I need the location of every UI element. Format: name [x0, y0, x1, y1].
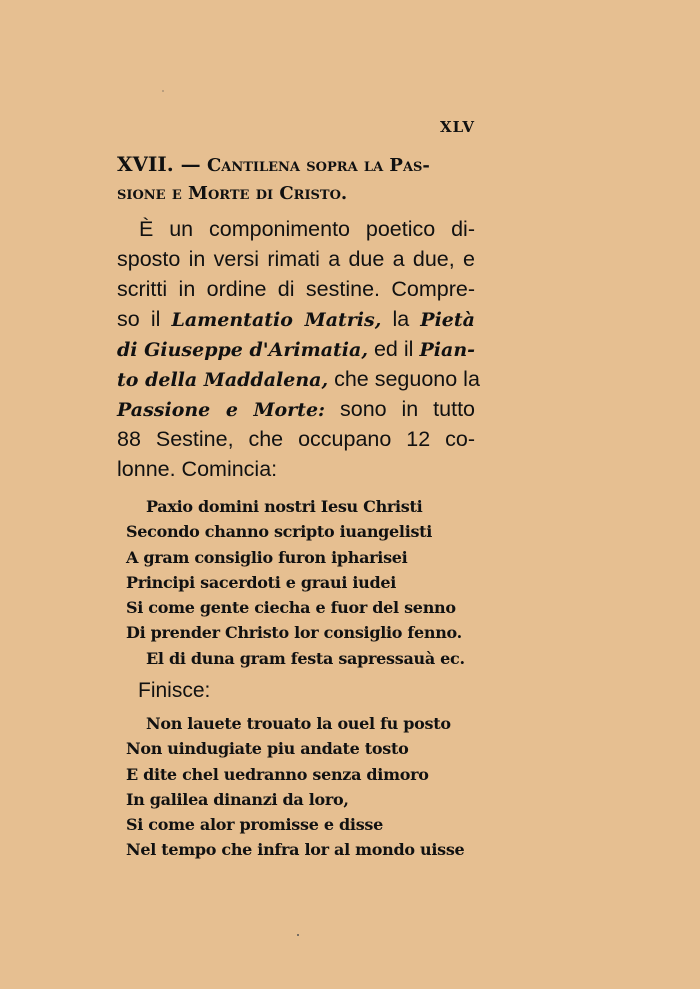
verse-line: Si come alor promisse e disse	[126, 815, 383, 835]
verse-line: A gram consiglio furon ipharisei	[126, 547, 408, 567]
finisce-label: Finisce:	[138, 679, 211, 702]
verse-line: E dite chel uedranno senza dimoro	[126, 764, 429, 784]
verse-line: In galilea dinanzi da loro,	[126, 789, 349, 809]
paragraph-line	[117, 394, 475, 424]
verse-line: Paxio domini nostri Iesu Christi	[146, 497, 423, 516]
page-number: XLV	[439, 118, 475, 136]
paragraph-line: 88 Sestine, che occupano 12 co-	[117, 427, 475, 451]
section-heading	[117, 150, 477, 208]
paragraph-line: scritti in ordine di sestine. Compre-	[117, 277, 475, 301]
verse-line: Non lauete trouato la ouel fu posto	[146, 714, 451, 733]
paragraph-text: che seguono la	[334, 367, 480, 391]
italic-title: di Giuseppe d'Arimatia,	[117, 339, 368, 361]
italic-title: Lamentatio Matris,	[171, 309, 382, 331]
verse-line: Di prender Christo lor consiglio fenno.	[126, 623, 462, 643]
verse-line: El di duna gram festa sapressauà ec.	[146, 648, 465, 668]
section-number: XVII. —	[117, 152, 201, 176]
heading-title-line-2: sione e Morte di Cristo.	[117, 183, 348, 204]
paragraph-line	[117, 364, 480, 394]
description-paragraph	[117, 214, 480, 484]
paragraph-text: so il	[117, 307, 161, 331]
paragraph-line: È un componimento poetico di-	[139, 217, 475, 241]
paper-speck	[162, 90, 164, 92]
incipit-verse-block	[126, 494, 465, 671]
italic-title: to della Maddalena,	[117, 369, 329, 391]
verse-line: Nel tempo che infra lor al mondo uisse	[126, 840, 465, 860]
paragraph-line	[117, 304, 475, 334]
paragraph-line	[117, 334, 475, 364]
heading-title-line-1: Cantilena sopra la Pas-	[206, 155, 430, 176]
italic-title: Pian-	[419, 339, 476, 361]
paragraph-text: la	[392, 307, 410, 331]
verse-line: Secondo channo scripto iuangelisti	[126, 522, 433, 542]
paragraph-text: ed il	[373, 337, 414, 361]
italic-title: Passione e Morte:	[117, 399, 326, 421]
paragraph-text: sono in tutto	[339, 397, 475, 421]
verse-line: Principi sacerdoti e graui iudei	[126, 572, 397, 592]
explicit-verse-block	[126, 711, 464, 863]
verse-line: Si come gente ciecha e fuor del senno	[126, 598, 456, 618]
heading-line-1	[117, 150, 477, 180]
italic-title: Pietà	[420, 309, 475, 331]
paper-speck	[297, 934, 299, 936]
paragraph-line: lonne. Comincia:	[117, 457, 278, 481]
paragraph-line: sposto in versi rimati a due a due, e	[117, 247, 475, 271]
verse-line: Non uindugiate piu andate tosto	[126, 739, 409, 759]
